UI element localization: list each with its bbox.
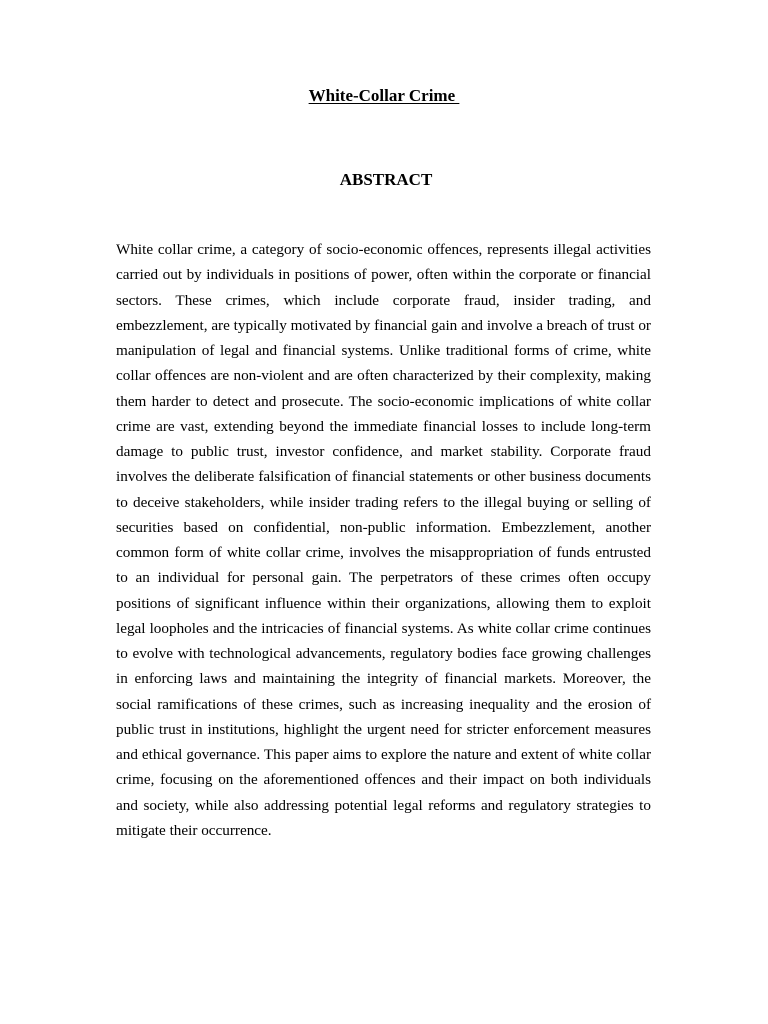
document-title <box>0 86 768 106</box>
abstract-paragraph: White collar crime, a category of socio-economic offences, represents illegal activities carried out by individuals in positions of power, often within the corporate or financial sectors. These crimes, which include corporate fraud, insider trading, and embezzlement, are typically motivated by financial gain and involve a breach of trust or manipulation of legal and financial systems. Unlike traditional forms of crime, white collar offences are non-violent and are often characterized by their complexity, making them harder to detect and prosecute. The socio-economic implications of white collar crime are vast, extending beyond the immediate financial losses to include long-term damage to public trust, investor confidence, and market stability. Corporate fraud involves the deliberate falsification of financial statements or other business documents to deceive stakeholders, while insider trading refers to the illegal buying or selling of securities based on confidential, non-public information. Embezzlement, another common form of white collar crime, involves the misappropriation of funds entrusted to an individual for personal gain. The perpetrators of these crimes often occupy positions of significant influence within their organizations, allowing them to exploit legal loopholes and the intricacies of financial systems. As white collar crime continues to evolve with technological advancements, regulatory bodies face growing challenges in enforcing laws and maintaining the integrity of financial markets. Moreover, the social ramifications of these crimes, such as increasing inequality and the erosion of public trust in institutions, highlight the urgent need for stricter enforcement measures and ethical governance. This paper aims to explore the nature and extent of white collar crime, focusing on the aforementioned offences and their impact on both individuals and society, while also addressing potential legal reforms and regulatory strategies to mitigate their occurrence. <box>116 241 651 839</box>
abstract-heading: ABSTRACT <box>339 170 433 189</box>
document-title-text: White-Collar Crime <box>308 86 460 105</box>
